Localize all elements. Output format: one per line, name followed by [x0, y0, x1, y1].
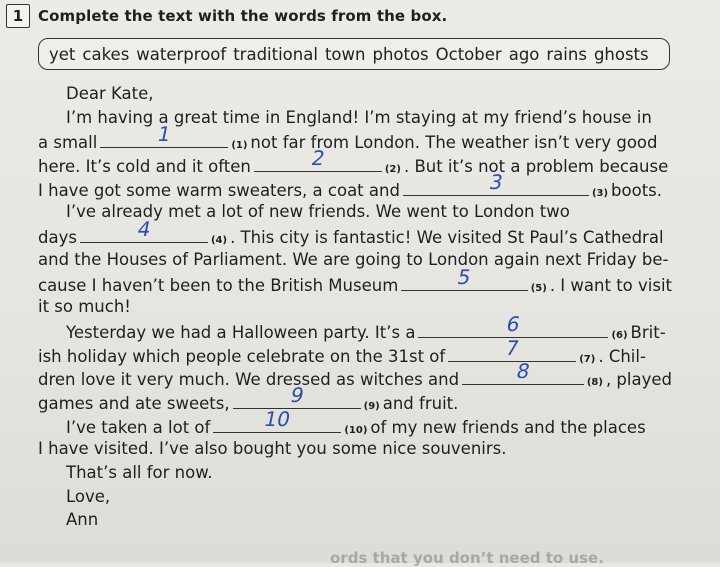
word-box-item: town	[324, 44, 366, 64]
word-box-item: ago	[508, 44, 540, 64]
word-box-item: yet	[49, 44, 76, 64]
text-segment: not far from London. The weather isn’t very good	[250, 133, 658, 153]
gap-number: (9)	[363, 400, 380, 412]
text-segment: games and ate sweets,	[38, 393, 230, 413]
text-segment: cause I haven’t been to the British Museum	[38, 275, 399, 295]
text-segment: days	[38, 228, 77, 248]
text-segment: I’m having a great time in England! I’m staying at my friend’s house in	[66, 107, 652, 127]
letter-text	[38, 82, 672, 532]
gap-number: (3)	[591, 187, 609, 199]
next-task-partial-text: ords that you don’t need to use.	[330, 549, 604, 567]
handwritten-answer: 5	[455, 264, 474, 289]
text-segment: here. It’s cold and it often	[38, 157, 251, 177]
text-segment: Yesterday we had a Halloween party. It’s a	[66, 322, 416, 342]
text-segment: of my new friends and the places	[370, 417, 646, 437]
answer-gap-4[interactable]	[80, 217, 208, 243]
text-line	[38, 335, 672, 367]
word-box-item: rains	[546, 44, 587, 64]
answer-gap-7[interactable]	[448, 335, 576, 362]
word-box-item: waterproof	[136, 44, 227, 64]
text-line	[38, 264, 672, 296]
answer-gap-1[interactable]	[100, 122, 228, 148]
text-segment: a small	[38, 133, 98, 153]
greeting: Dear Kate,	[66, 84, 154, 103]
closing: Love,	[66, 486, 111, 506]
word-box-item: October	[435, 44, 502, 64]
text-line	[38, 485, 672, 509]
gap-number: (1)	[231, 140, 248, 152]
text-line	[38, 359, 672, 390]
gap-number: (4)	[210, 235, 228, 247]
answer-gap-5[interactable]	[401, 264, 527, 291]
text-segment: ish holiday which people celebrate on the 31st of	[38, 346, 446, 366]
text-segment: . I want to visit	[549, 275, 672, 295]
text-line	[38, 508, 672, 532]
answer-gap-2[interactable]	[254, 146, 382, 172]
gap-number: (8)	[586, 377, 603, 389]
handwritten-answer: 4	[135, 217, 154, 242]
text-segment: I’ve already met a lot of new friends. We went to London two	[66, 202, 570, 222]
text-line	[38, 461, 672, 485]
word-box-item: cakes	[82, 44, 130, 64]
handwritten-answer: 6	[504, 311, 523, 336]
gap-number: (2)	[384, 164, 401, 176]
text-line	[38, 311, 672, 343]
text-segment: I have got some warm sweaters, a coat and	[38, 180, 400, 200]
text-segment: Brit-	[630, 322, 666, 342]
handwritten-answer: 9	[287, 382, 306, 407]
handwritten-answer: 2	[309, 146, 327, 171]
text-segment: . But it’s not a problem because	[403, 157, 669, 177]
signature-name: Ann	[66, 510, 99, 530]
text-line	[38, 406, 672, 438]
answer-gap-8[interactable]	[462, 359, 584, 385]
text-segment: I’ve taken a lot of	[66, 417, 211, 437]
answer-gap-10[interactable]	[213, 406, 341, 433]
gap-number: (6)	[611, 329, 628, 341]
word-box-item: photos	[372, 44, 429, 64]
text-line	[38, 217, 672, 248]
word-box	[38, 38, 670, 70]
text-segment: I have visited. I’ve also bought you some nice souvenirs.	[38, 439, 507, 459]
text-segment: . Chil-	[598, 346, 646, 366]
handwritten-answer: 8	[514, 359, 533, 384]
gap-number: (10)	[344, 424, 368, 436]
handwritten-answer: 1	[155, 122, 174, 147]
handwritten-answer: 3	[487, 169, 506, 194]
text-line	[38, 122, 672, 153]
word-box-item: ghosts	[593, 44, 649, 64]
text-segment: and the Houses of Parliament. We are going to London again next Friday be-	[38, 249, 669, 269]
task-title: Complete the text with the words from the box.	[38, 7, 448, 25]
text-segment: and fruit.	[382, 393, 459, 413]
text-segment: . This city is fantastic! We visited St Paul’s Cathedral	[230, 228, 664, 248]
text-line	[38, 248, 672, 272]
text-line	[38, 169, 672, 201]
text-line	[38, 82, 672, 106]
gap-number: (5)	[530, 282, 547, 294]
text-segment: , played	[605, 370, 672, 390]
answer-gap-9[interactable]	[233, 382, 361, 409]
text-segment: dren love it very much. We dressed as witches and	[38, 370, 460, 390]
task-number: 1	[6, 4, 30, 28]
word-box-item: traditional	[233, 44, 318, 64]
text-line	[38, 200, 672, 224]
text-segment: it so much!	[38, 297, 131, 317]
answer-gap-3[interactable]	[403, 169, 589, 196]
text-line	[38, 146, 672, 177]
task-header	[6, 4, 447, 28]
text-line	[38, 295, 672, 319]
text-line	[38, 437, 672, 461]
text-line	[38, 106, 672, 130]
gap-number: (7)	[579, 353, 596, 365]
handwritten-answer: 10	[262, 406, 293, 431]
text-segment: boots.	[611, 180, 663, 200]
handwritten-answer: 7	[503, 335, 522, 360]
text-segment: That’s all for now.	[66, 463, 213, 482]
text-line	[38, 382, 672, 414]
